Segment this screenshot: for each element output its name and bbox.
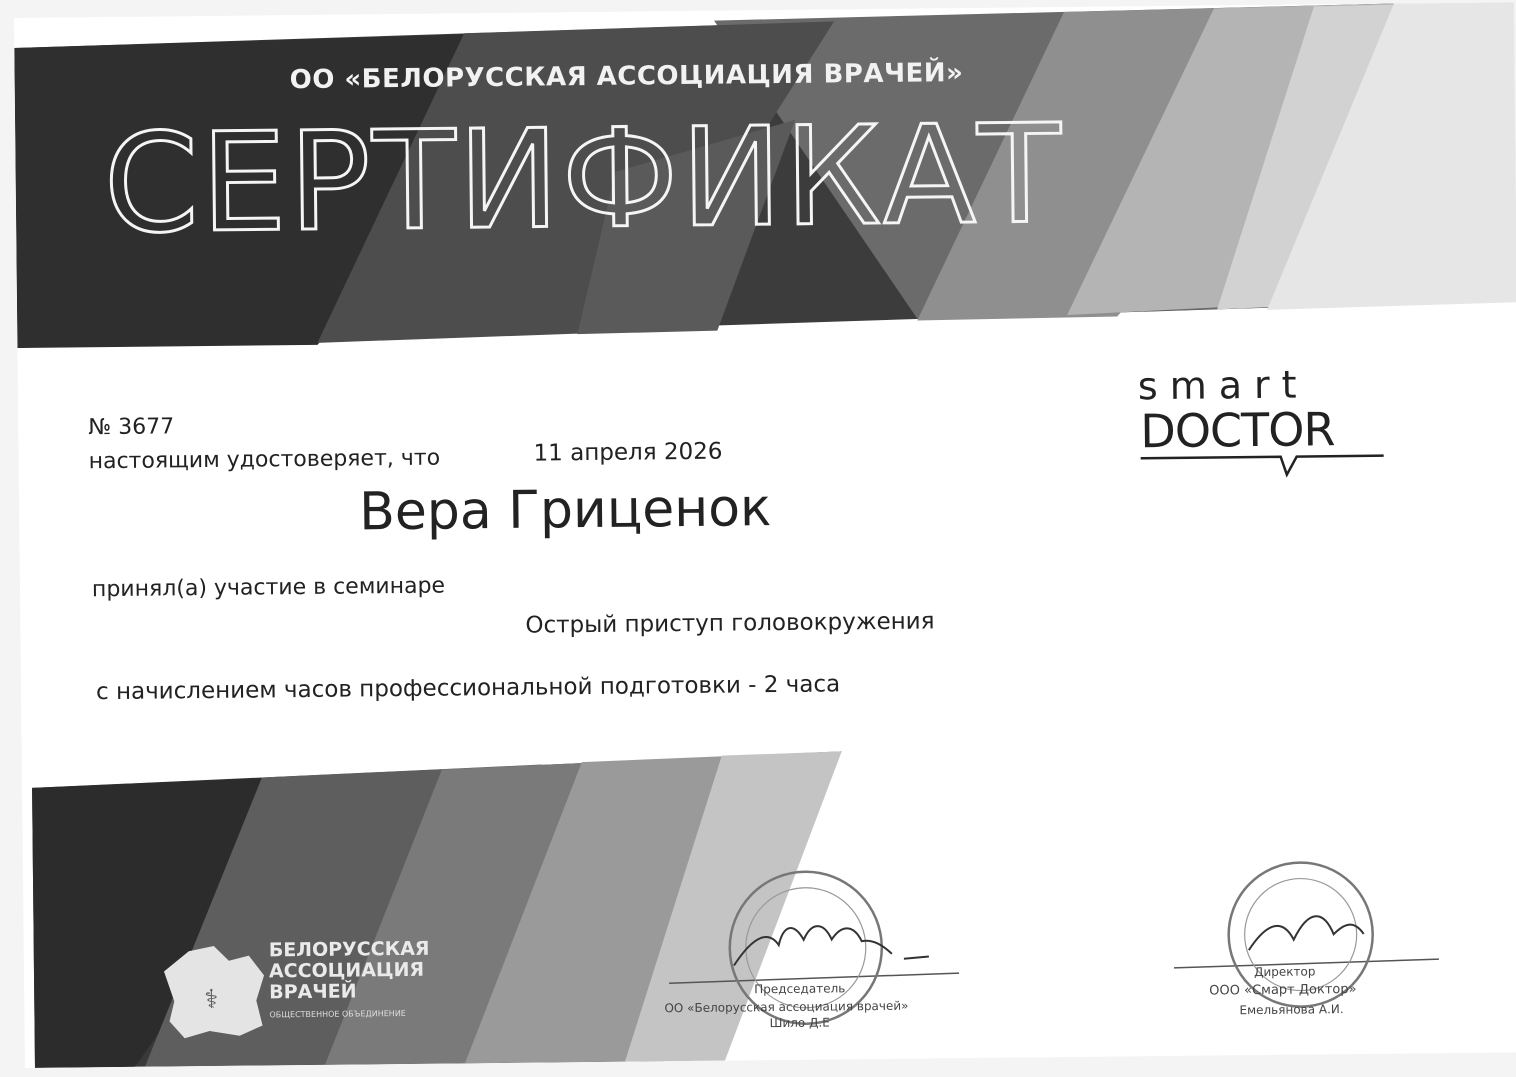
certificate-sheet <box>14 2 1516 1068</box>
seminar-title: Острый приступ головокружения <box>525 608 935 639</box>
svg-text:⚕: ⚕ <box>204 984 219 1016</box>
left-signatory-name: Шило Д.Е <box>769 1015 830 1031</box>
hours-text: с начислением часов профессиональной подготовки - 2 часа <box>95 671 841 706</box>
recipient-name: Вера Гриценок <box>358 478 772 543</box>
certificate-date: 11 апреля 2026 <box>533 438 723 467</box>
association-logo-line1: БЕЛОРУССКАЯ <box>268 937 430 962</box>
right-signature <box>1248 916 1363 950</box>
association-logo-subtitle: ОБЩЕСТВЕННОЕ ОБЪЕДИНЕНИЕ <box>269 1008 406 1020</box>
association-logo-line3: ВРАЧЕЙ <box>269 980 357 1004</box>
certificate-title: СЕРТИФИКАТ <box>102 96 1064 265</box>
smart-doctor-logo-bottom: DOCTOR <box>1140 402 1335 459</box>
association-logo-text <box>269 939 430 1004</box>
right-signatory-organization: ООО «Смарт Доктор» <box>1209 981 1357 999</box>
association-logo-line2: АССОЦИАЦИЯ <box>268 958 425 983</box>
left-signatory-organization: ОО «Белорусская ассоциация врачей» <box>664 998 909 1016</box>
certifies-text: настоящим удостоверяет, что <box>88 445 441 475</box>
left-signatory-role: Председатель <box>754 981 846 997</box>
right-signatory-role: Директор <box>1253 964 1316 980</box>
right-signatory-name: Емельянова А.И. <box>1239 1002 1344 1018</box>
participation-text: принял(а) участие в семинаре <box>91 573 446 603</box>
organization-header: ОО «БЕЛОРУССКАЯ АССОЦИАЦИЯ ВРАЧЕЙ» <box>289 58 964 96</box>
smart-doctor-logo-top: smart <box>1137 362 1309 409</box>
certificate-number: № 3677 <box>88 414 175 441</box>
